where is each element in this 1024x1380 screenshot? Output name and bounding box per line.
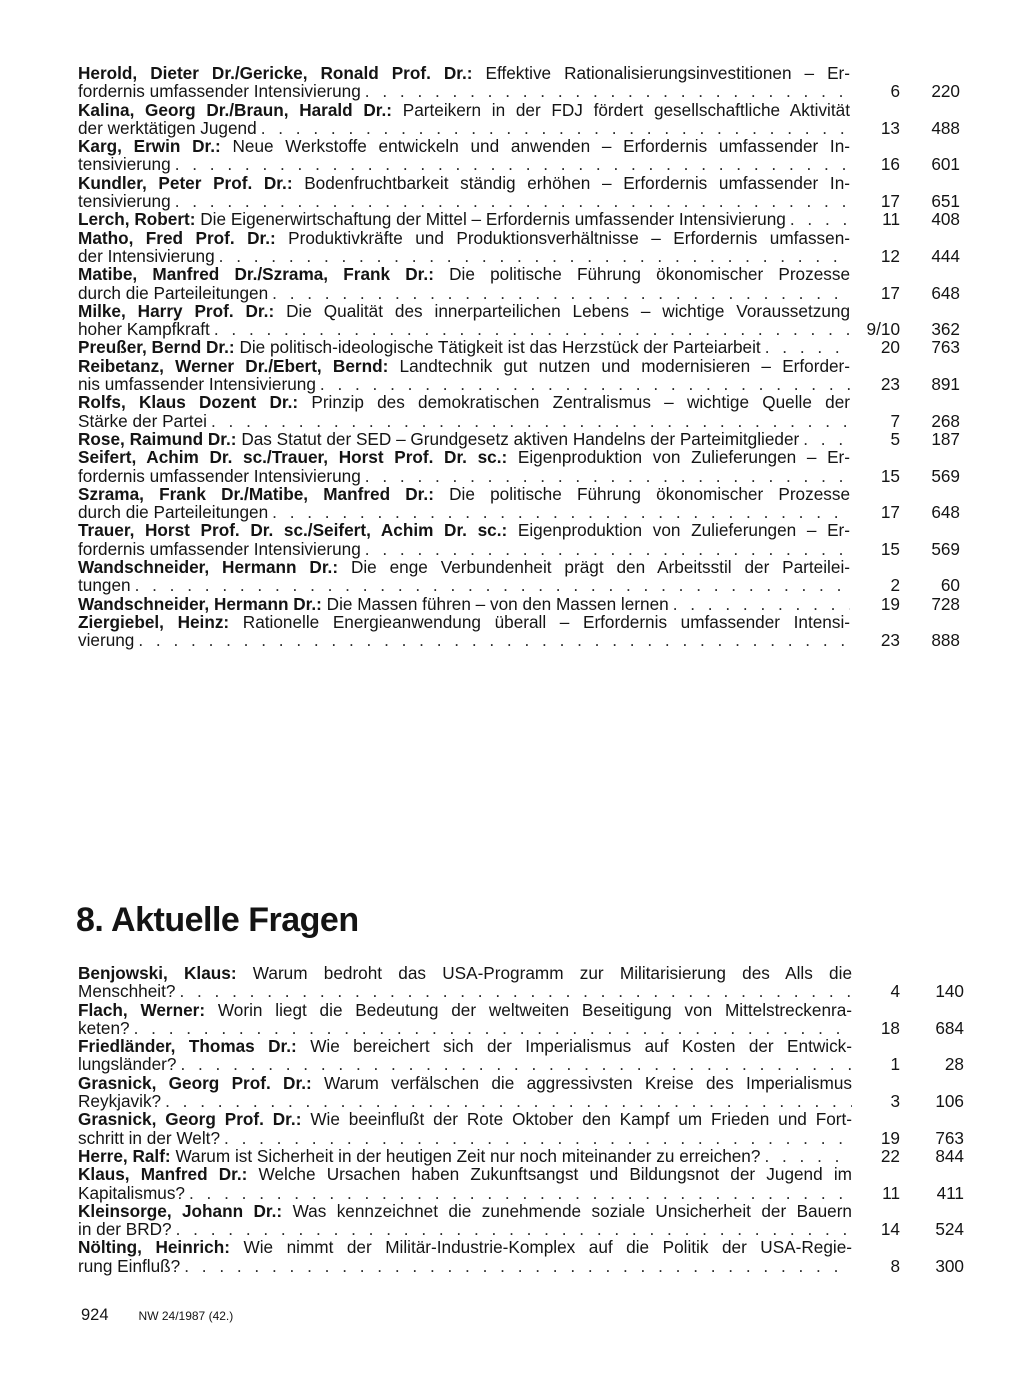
entry-title-tail: fordernis umfassender Intensivierung	[78, 81, 361, 102]
page-reference: 220	[931, 81, 960, 102]
entry-title-lead: Wie nimmt der Militär-Industrie-Komplex auf die Politik der USA-Regie-	[243, 1237, 852, 1258]
index-entry	[78, 265, 970, 302]
entry-title-line	[78, 1129, 852, 1147]
issue-number: 16	[880, 154, 900, 175]
issue-number: 9/10	[866, 319, 900, 340]
entry-author: Nölting, Heinrich:	[78, 1237, 230, 1258]
page-reference: 569	[931, 538, 960, 559]
entry-title-line	[78, 210, 850, 228]
dot-leader	[224, 1129, 852, 1147]
entry-text	[78, 613, 850, 650]
entry-title-line	[78, 375, 850, 393]
dot-leader	[765, 338, 850, 356]
issue-number: 18	[880, 1017, 900, 1038]
dot-leader	[179, 982, 852, 1000]
index-entry	[78, 1110, 970, 1147]
issue-number: 17	[880, 191, 900, 212]
entry-author: Reibetanz, Werner Dr./Ebert, Bernd:	[78, 355, 389, 376]
entry-title-line	[78, 119, 850, 137]
entry-author: Benjowski, Klaus:	[78, 963, 237, 983]
entry-title-tail: hoher Kampfkraft	[78, 319, 210, 340]
entry-title-tail: durch die Parteileitungen	[78, 282, 269, 303]
entry-author: Kalina, Georg Dr./Braun, Harald Dr.:	[78, 99, 393, 120]
entry-text	[78, 265, 850, 302]
entry-title-lead: Die Qualität des innerparteilichen Lebens – wichtige Voraussetzung	[286, 300, 851, 321]
entry-text	[78, 393, 850, 430]
entry-title-tail: in der BRD?	[78, 1219, 172, 1240]
entry-title-lead: Rationelle Energieanwendung überall – Erfordernis umfassender Intensi-	[242, 611, 850, 632]
entry-title-line	[78, 247, 850, 265]
page-reference: 648	[931, 282, 960, 303]
index-list-top	[78, 64, 970, 650]
index-entry	[78, 210, 970, 228]
entry-title-line	[78, 155, 850, 173]
index-entry	[78, 448, 970, 485]
entry-title-line	[78, 1202, 852, 1220]
issue-number: 11	[882, 1182, 900, 1203]
index-entry	[78, 101, 970, 138]
dot-leader	[135, 576, 850, 594]
entry-title-line	[78, 1220, 852, 1238]
entry-title-line	[78, 284, 850, 302]
entry-author: Wandschneider, Hermann Dr.:	[78, 593, 322, 614]
entry-title-line	[78, 595, 850, 613]
page-reference: 28	[944, 1054, 964, 1075]
issue-number: 2	[890, 575, 900, 596]
entry-title-lead: Eigenproduktion von Zulieferungen – Er-	[517, 447, 850, 468]
dot-leader	[184, 1257, 852, 1275]
page-reference: 187	[931, 428, 960, 449]
issue-number: 15	[880, 465, 900, 486]
entry-author: Karg, Erwin Dr.:	[78, 136, 221, 157]
entry-author: Ziergiebel, Heinz:	[78, 611, 230, 632]
page-reference: 763	[931, 337, 960, 358]
entry-title-line	[78, 357, 850, 375]
entry-title-tail: der Intensivierung	[78, 245, 215, 266]
issue-number: 7	[890, 410, 900, 431]
entry-title-tail: keten?	[78, 1017, 130, 1038]
entry-text	[78, 430, 850, 448]
page-footer	[81, 1306, 233, 1325]
page-reference: 140	[935, 981, 964, 1002]
page-reference: 488	[931, 117, 960, 138]
entry-text	[78, 1238, 852, 1275]
entry-title-tail: Menschheit?	[78, 981, 176, 1002]
issue-number: 20	[880, 337, 900, 358]
entry-title-lead: Welche Ursachen haben Zukunftsangst und Bildungsnot der Jugend im	[258, 1164, 852, 1185]
entry-title-lead: Prinzip des demokratischen Zentralismus – wichtige Quelle der	[311, 392, 850, 413]
entry-text	[78, 1037, 852, 1074]
entry-author: Grasnick, Georg Prof. Dr.:	[78, 1072, 312, 1093]
journal-reference: NW 24/1987 (42.)	[138, 1309, 234, 1323]
entry-text	[78, 137, 850, 174]
entry-title-line	[78, 430, 850, 448]
entry-title-lead: Was kennzeichnet die zunehmende soziale Unsicherheit der Bauern	[292, 1200, 852, 1221]
entry-title-lead: Bodenfruchtbarkeit ständig erhöhen – Erfordernis umfassender In-	[304, 172, 850, 193]
entry-title-lead: Effektive Rationalisierungsinvestitionen – Er-	[485, 63, 850, 83]
dot-leader	[214, 320, 850, 338]
entry-title-line	[78, 338, 850, 356]
dot-leader	[219, 247, 850, 265]
entry-title-lead: Die enge Verbundenheit prägt den Arbeitsstil der Parteilei-	[350, 557, 850, 578]
page-reference: 888	[931, 630, 960, 651]
entry-title-tail: tensivierung	[78, 154, 171, 175]
index-entry	[78, 430, 970, 448]
entry-text	[78, 1165, 852, 1202]
entry-title-line	[78, 576, 850, 594]
entry-title-text: Die Massen führen – von den Massen lernen	[326, 593, 669, 614]
page-reference: 728	[931, 593, 960, 614]
entry-title-tail	[78, 210, 786, 228]
index-entry	[78, 521, 970, 558]
issue-number: 1	[890, 1054, 900, 1075]
entry-title-line	[78, 101, 850, 119]
issue-number: 14	[880, 1219, 900, 1240]
entry-title-tail: fordernis umfassender Intensivierung	[78, 465, 361, 486]
page-reference: 362	[931, 319, 960, 340]
entry-title-line	[78, 1184, 852, 1202]
entry-title-line	[78, 393, 850, 411]
dot-leader	[165, 1092, 852, 1110]
entry-title-tail: Stärke der Partei	[78, 410, 207, 431]
entry-text	[78, 1110, 852, 1147]
dot-leader	[134, 1019, 852, 1037]
index-entry	[78, 137, 970, 174]
entry-title-line	[78, 467, 850, 485]
page-reference: 106	[935, 1091, 964, 1112]
entry-title-line	[78, 137, 850, 155]
page-reference: 763	[935, 1127, 964, 1148]
index-entry	[78, 229, 970, 266]
issue-number: 23	[880, 630, 900, 651]
entry-title-lead: Wie beeinflußt der Rote Oktober den Kampf um Frieden und Fort-	[310, 1109, 852, 1130]
entry-title-line	[78, 964, 852, 982]
index-entry	[78, 338, 970, 356]
entry-title-lead: Produktivkräfte und Produktionsverhältnisse – Erfordernis umfassen-	[288, 227, 850, 248]
entry-author: Milke, Harry Prof. Dr.:	[78, 300, 275, 321]
entry-title-tail	[78, 430, 799, 448]
entry-text	[78, 558, 850, 595]
entry-author: Rose, Raimund Dr.:	[78, 428, 237, 449]
page-reference: 648	[931, 502, 960, 523]
entry-text	[78, 1202, 852, 1239]
entry-title-lead: Warum verfälschen die aggressivsten Kreise des Imperialismus	[324, 1072, 853, 1093]
index-entry	[78, 964, 970, 1001]
entry-title-line	[78, 1110, 852, 1128]
page-reference: 444	[931, 245, 960, 266]
entry-title-line	[78, 1001, 852, 1019]
entry-title-line	[78, 64, 850, 82]
issue-number: 3	[890, 1091, 900, 1112]
entry-title-line	[78, 540, 850, 558]
issue-number: 8	[890, 1255, 900, 1276]
entry-title-line	[78, 1238, 852, 1256]
page-reference: 569	[931, 465, 960, 486]
dot-leader	[175, 192, 850, 210]
issue-number: 23	[880, 374, 900, 395]
dot-leader	[365, 82, 850, 100]
dot-leader	[365, 467, 850, 485]
entry-text	[78, 1147, 852, 1165]
issue-number: 19	[880, 593, 900, 614]
entry-title-line	[78, 1074, 852, 1092]
entry-title-line	[78, 1055, 852, 1073]
entry-title-line	[78, 229, 850, 247]
entry-title-lead: Neue Werkstoffe entwickeln und anwenden – Erfordernis umfassender In-	[232, 136, 850, 157]
entry-title-lead: Eigenproduktion von Zulieferungen – Er-	[517, 520, 850, 541]
dot-leader	[175, 155, 850, 173]
entry-author: Rolfs, Klaus Dozent Dr.:	[78, 392, 299, 413]
dot-leader	[365, 540, 850, 558]
entry-text	[78, 64, 850, 101]
entry-title-line	[78, 982, 852, 1000]
entry-title-tail	[78, 595, 669, 613]
entry-title-lead: Parteikern in der FDJ fördert gesellschaftliche Aktivität	[402, 99, 850, 120]
dot-leader	[189, 1184, 852, 1202]
index-entry	[78, 1074, 970, 1111]
entry-author: Wandschneider, Hermann Dr.:	[78, 557, 339, 578]
entry-text	[78, 174, 850, 211]
entry-text	[78, 448, 850, 485]
entry-title-line	[78, 503, 850, 521]
dot-leader	[138, 631, 850, 649]
entry-text	[78, 302, 850, 339]
issue-number: 5	[890, 428, 900, 449]
entry-title-line	[78, 192, 850, 210]
entry-text	[78, 338, 850, 356]
page-reference: 300	[935, 1255, 964, 1276]
index-entry	[78, 1037, 970, 1074]
entry-author: Lerch, Robert:	[78, 209, 196, 230]
entry-title-lead: Die politische Führung ökonomischer Prozesse	[449, 483, 851, 504]
entry-title-tail: nis umfassender Intensivierung	[78, 374, 316, 395]
entry-title-tail: Kapitalismus?	[78, 1182, 185, 1203]
page-reference: 844	[935, 1145, 964, 1166]
entry-title-text: Die politisch-ideologische Tätigkeit ist das Herzstück der Parteiarbeit	[239, 337, 761, 358]
entry-title-line	[78, 1257, 852, 1275]
entry-text	[78, 357, 850, 394]
entry-author: Friedländer, Thomas Dr.:	[78, 1036, 297, 1057]
index-entry	[78, 613, 970, 650]
entry-title-tail: durch die Parteileitungen	[78, 502, 269, 523]
entry-title-lead: Die politische Führung ökonomischer Prozesse	[449, 264, 851, 285]
page-reference: 60	[940, 575, 960, 596]
page-reference: 524	[935, 1219, 964, 1240]
entry-title-line	[78, 1165, 852, 1183]
entry-title-lead: Wie bereichert sich der Imperialismus auf Kosten der Entwick-	[310, 1036, 852, 1057]
page-reference: 268	[931, 410, 960, 431]
entry-title-line	[78, 485, 850, 503]
entry-title-line	[78, 82, 850, 100]
entry-title-line	[78, 174, 850, 192]
dot-leader	[764, 1147, 852, 1165]
entry-author: Klaus, Manfred Dr.:	[78, 1164, 248, 1185]
entry-title-text: Die Eigenerwirtschaftung der Mittel – Erfordernis umfassender Intensivierung	[200, 209, 786, 230]
entry-title-line	[78, 558, 850, 576]
entry-title-lead: Landtechnik gut nutzen und modernisieren – Erforder-	[399, 355, 851, 376]
entry-title-line	[78, 613, 850, 631]
entry-author: Szrama, Frank Dr./Matibe, Manfred Dr.:	[78, 483, 434, 504]
entry-title-line	[78, 320, 850, 338]
page-reference: 411	[936, 1182, 964, 1203]
entry-title-tail: Reykjavik?	[78, 1091, 162, 1112]
issue-number: 15	[880, 538, 900, 559]
dot-leader	[261, 119, 850, 137]
entry-author: Herre, Ralf:	[78, 1145, 171, 1166]
dot-leader	[790, 210, 850, 228]
entry-title-tail	[78, 338, 761, 356]
entry-title-line	[78, 1037, 852, 1055]
entry-title-tail: tensivierung	[78, 191, 171, 212]
entry-title-tail: schritt in der Welt?	[78, 1127, 221, 1148]
entry-title-lead: Warum bedroht das USA-Programm zur Militarisierung des Alls die	[252, 963, 852, 983]
page-reference: 891	[931, 374, 960, 395]
entry-title-tail: lungsländer?	[78, 1054, 177, 1075]
entry-author: Matho, Fred Prof. Dr.:	[78, 227, 276, 248]
dot-leader	[803, 430, 850, 448]
entry-text	[78, 210, 850, 228]
entry-text	[78, 521, 850, 558]
entry-author: Seifert, Achim Dr. sc./Trauer, Horst Prof. Dr. sc.:	[78, 447, 508, 468]
index-entry	[78, 393, 970, 430]
entry-title-line	[78, 265, 850, 283]
entry-author: Grasnick, Georg Prof. Dr.:	[78, 1109, 302, 1130]
page-number: 924	[81, 1306, 109, 1324]
entry-text	[78, 229, 850, 266]
entry-text	[78, 595, 850, 613]
issue-number: 11	[882, 209, 900, 230]
page-reference: 601	[931, 154, 960, 175]
entry-author: Kundler, Peter Prof. Dr.:	[78, 172, 293, 193]
entry-text	[78, 485, 850, 522]
issue-number: 17	[880, 502, 900, 523]
entry-text	[78, 1001, 852, 1038]
index-entry	[78, 1202, 970, 1239]
dot-leader	[211, 412, 850, 430]
entry-title-text: Das Statut der SED – Grundgesetz aktiven Handelns der Parteimitglieder	[241, 428, 800, 449]
index-entry	[78, 595, 970, 613]
issue-number: 22	[880, 1145, 900, 1166]
index-entry	[78, 485, 970, 522]
index-entry	[78, 357, 970, 394]
entry-author: Preußer, Bernd Dr.:	[78, 337, 235, 358]
issue-number: 6	[890, 81, 900, 102]
entry-title-tail: vierung	[78, 630, 135, 651]
entry-title-line	[78, 1092, 852, 1110]
entry-title-lead: Worin liegt die Bedeutung der weltweiten Beseitigung von Mittelstreckenra-	[217, 999, 853, 1020]
index-list-aktuelle-fragen	[78, 964, 970, 1275]
entry-title-line	[78, 1147, 852, 1165]
dot-leader	[320, 375, 850, 393]
page-reference: 684	[935, 1017, 964, 1038]
entry-title-tail: tungen	[78, 575, 131, 596]
issue-number: 17	[880, 282, 900, 303]
entry-author: Flach, Werner:	[78, 999, 206, 1020]
dot-leader	[673, 595, 850, 613]
entry-author: Kleinsorge, Johann Dr.:	[78, 1200, 283, 1221]
entry-title-line	[78, 448, 850, 466]
entry-title-line	[78, 1019, 852, 1037]
index-entry	[78, 302, 970, 339]
entry-author: Matibe, Manfred Dr./Szrama, Frank Dr.:	[78, 264, 434, 285]
issue-number: 13	[880, 117, 900, 138]
entry-title-line	[78, 521, 850, 539]
dot-leader	[176, 1220, 852, 1238]
dot-leader	[272, 284, 850, 302]
page-reference: 651	[931, 191, 960, 212]
index-entry	[78, 64, 970, 101]
index-entry	[78, 1165, 970, 1202]
entry-author: Herold, Dieter Dr./Gericke, Ronald Prof. Dr.:	[78, 63, 473, 83]
entry-author: Trauer, Horst Prof. Dr. sc./Seifert, Achim Dr. sc.:	[78, 520, 508, 541]
entry-title-tail: der werktätigen Jugend	[78, 117, 257, 138]
issue-number: 12	[880, 245, 900, 266]
entry-title-tail: fordernis umfassender Intensivierung	[78, 538, 361, 559]
dot-leader	[272, 503, 850, 521]
index-entry	[78, 1147, 970, 1165]
entry-text	[78, 1074, 852, 1111]
index-entry	[78, 1001, 970, 1038]
index-entry	[78, 1238, 970, 1275]
entry-title-line	[78, 412, 850, 430]
issue-number: 4	[890, 981, 900, 1002]
index-entry	[78, 174, 970, 211]
entry-title-tail	[78, 1147, 760, 1165]
entry-title-line	[78, 631, 850, 649]
entry-text	[78, 964, 852, 1001]
entry-title-tail: rung Einfluß?	[78, 1255, 181, 1276]
entry-text	[78, 101, 850, 138]
page-reference: 408	[931, 209, 960, 230]
entry-title-line	[78, 302, 850, 320]
issue-number: 19	[880, 1127, 900, 1148]
index-entry	[78, 558, 970, 595]
entry-title-text: Warum ist Sicherheit in der heutigen Zeit nur noch miteinander zu erreichen?	[175, 1145, 761, 1166]
section-title: 8. Aktuelle Fragen	[76, 901, 359, 939]
dot-leader	[180, 1055, 852, 1073]
